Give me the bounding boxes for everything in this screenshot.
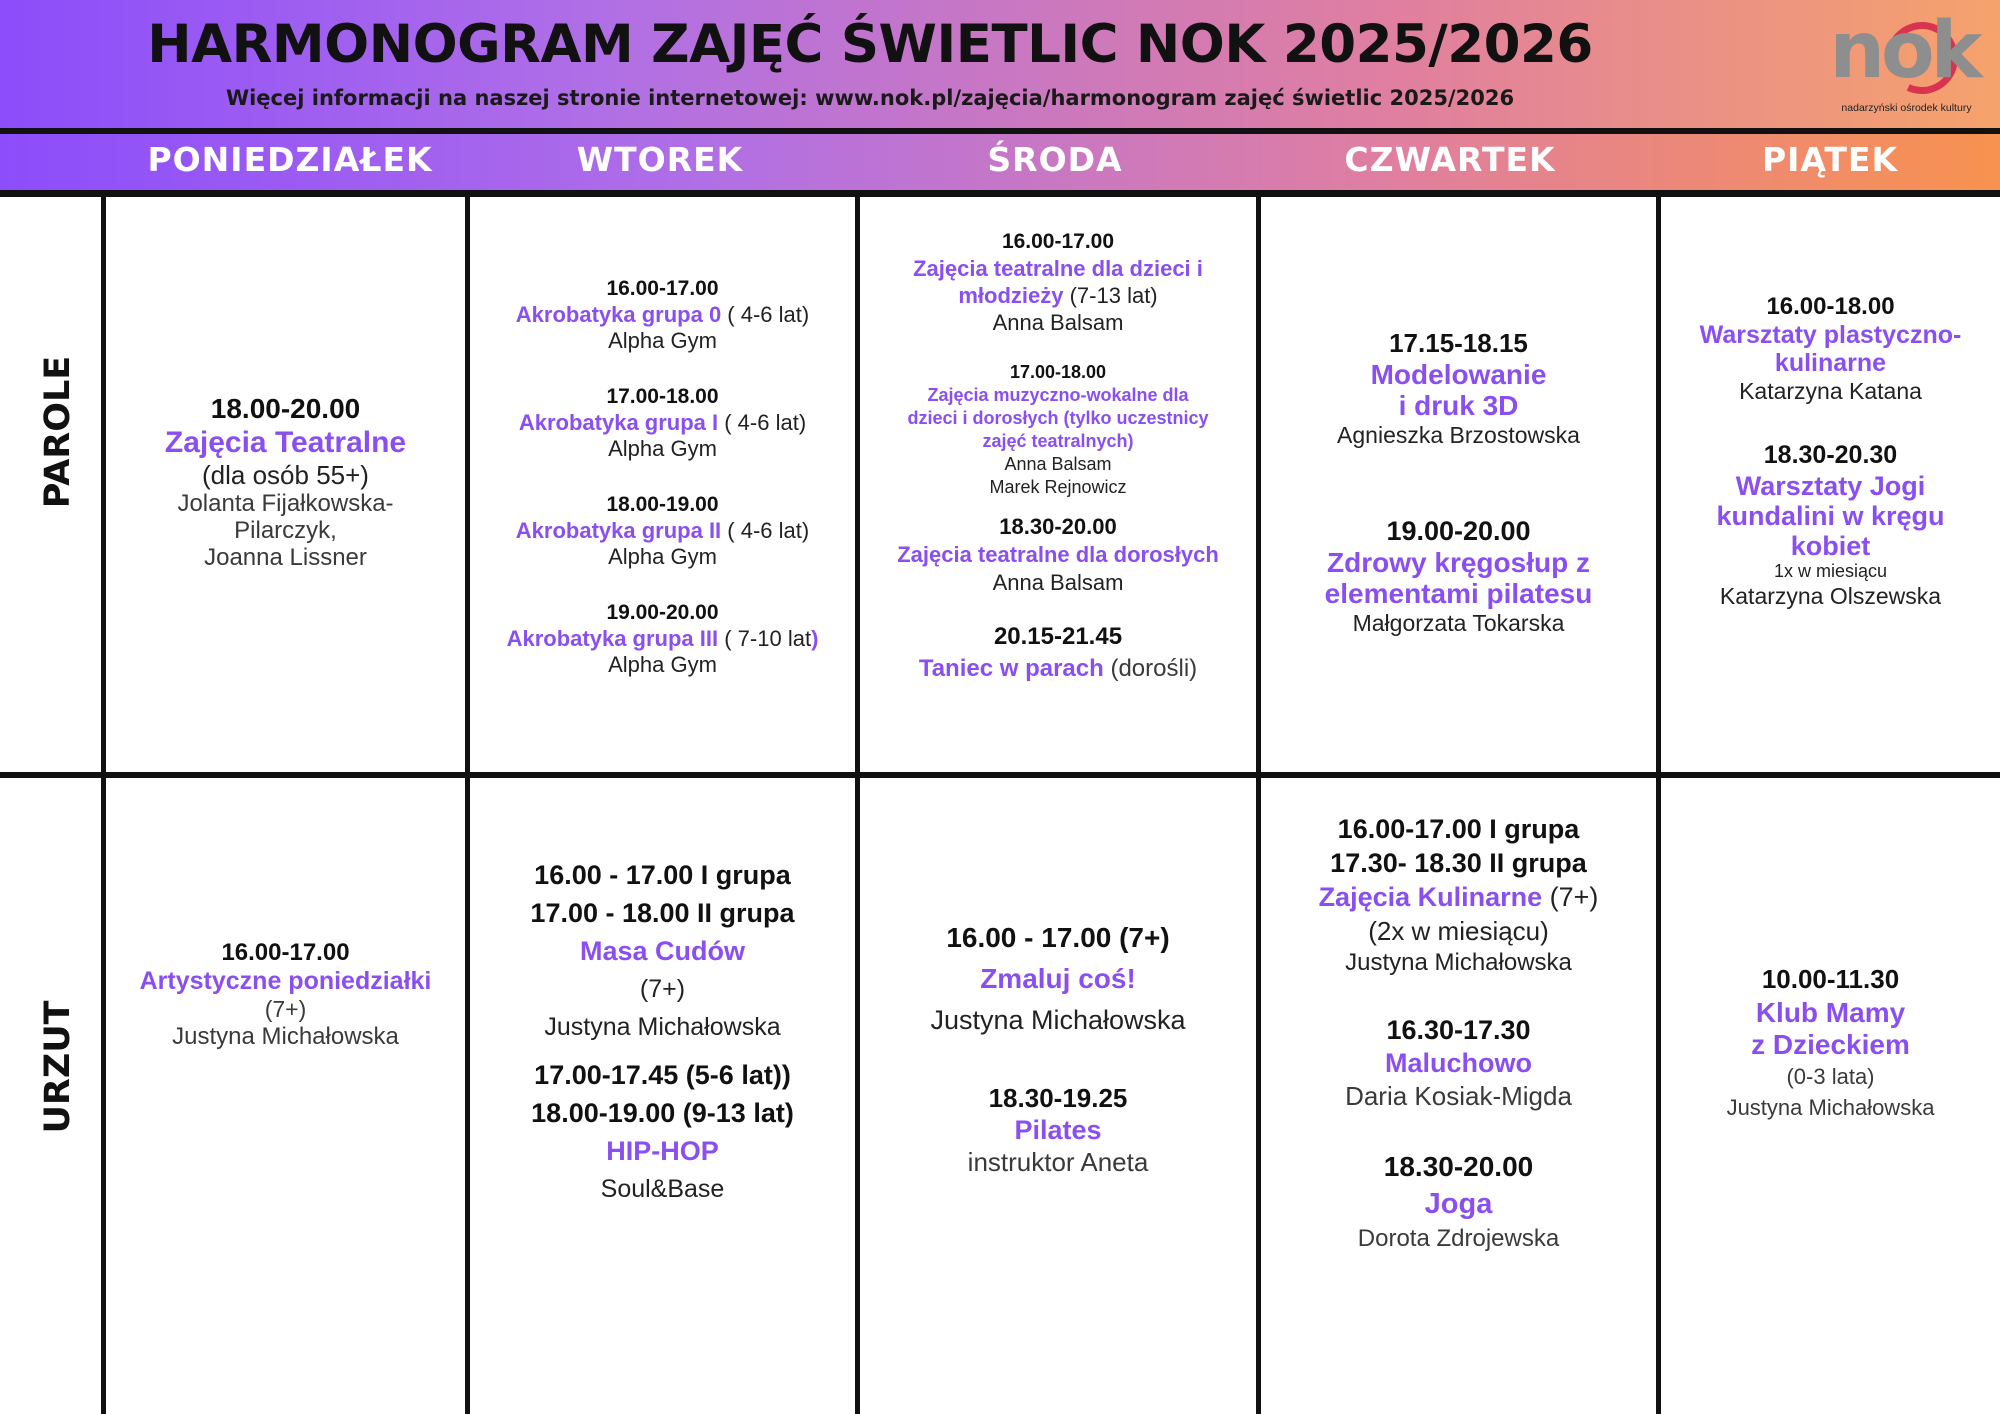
instructor-name: Justyna Michałowska [1345,949,1572,976]
time-label: 17.00 - 18.00 II grupa [530,898,795,928]
column-divider [101,195,106,1414]
time-label: 19.00-20.00 [1386,516,1531,546]
row-label-urzut: URZUT [38,1000,78,1134]
activity-name: Pilates [1014,1115,1102,1145]
urzut-friday-cell [1661,962,2000,1123]
instructor-name: Pilarczyk, [234,517,337,544]
time-label: 17.00-18.00 [606,385,719,408]
parole-tuesday-cell [470,276,855,678]
instructor-name: Marek Rejnowicz [989,477,1127,497]
instructor-name: Alpha Gym [608,328,717,353]
time-label: 18.30-19.25 [988,1083,1128,1113]
instructor-name: Daria Kosiak-Migda [1345,1081,1572,1111]
instructor-name: Anna Balsam [1004,454,1112,474]
activity-age-paren: ) [811,626,819,651]
activity-age: (7+) [264,996,307,1022]
activity-name: Klub Mamy [1755,997,1906,1028]
activity-note: (2x w miesiącu) [1368,916,1549,946]
time-label: 18.00-19.00 (9-13 lat) [531,1098,794,1128]
activity-name: kobiet [1790,531,1871,561]
parole-thursday-cell [1261,328,1656,637]
instructor-name: Małgorzata Tokarska [1352,610,1565,636]
instructor-name: Anna Balsam [992,310,1124,335]
time-label: 16.00-17.00 [606,277,719,300]
activity-note: (dla osób 55+) [202,460,369,490]
activity-age: ( 4-6 lat) [718,410,807,435]
time-label: 16.00-18.00 [1766,293,1895,320]
urzut-tuesday-cell [470,856,855,1208]
activity-name: Zajęcia teatralne dla dorosłych [897,542,1219,567]
instructor-name: Alpha Gym [608,652,717,677]
time-label: 18.00-19.00 [606,493,719,516]
time-label: 10.00-11.30 [1761,964,1900,994]
time-label: 17.30- 18.30 II grupa [1330,848,1587,878]
activity-name: kulinarne [1774,349,1887,377]
time-label: 16.30-17.30 [1386,1015,1531,1045]
activity-entry [860,361,1256,499]
activity-name: dzieci i dorosłych (tylko uczestnicy [907,408,1209,428]
activity-entry [1261,812,1656,978]
instructor-name: Alpha Gym [608,436,717,461]
activity-name: Zajęcia teatralne dla dzieci i [913,256,1203,281]
activity-age: (7-13 lat) [1063,283,1158,308]
instructor-name: Justyna Michałowska [172,1023,399,1050]
time-label: 17.00-17.45 (5-6 lat)) [534,1060,791,1090]
activity-name: Joga [1424,1188,1493,1220]
activity-entry [470,1056,855,1208]
activity-age: (7+) [1542,882,1599,912]
row-divider [0,772,2000,778]
time-label: 16.00-17.00 [1001,230,1115,253]
time-label: 18.30-20.00 [999,514,1117,539]
instructor-name: Katarzyna Olszewska [1719,583,1942,609]
urzut-monday-cell [106,938,465,1052]
time-label: 16.00-17.00 I grupa [1337,814,1580,844]
instructor-name: Justyna Michałowska [544,1013,781,1041]
instructor-name: Alpha Gym [608,544,717,569]
activity-name: Zajęcia Teatralne [164,426,407,459]
instructor-name: Anna Balsam [992,570,1124,595]
parole-wednesday-cell [860,229,1256,685]
instructor-name: Justyna Michałowska [1726,1095,1935,1120]
activity-age: ( 7-10 lat [718,626,812,651]
nok-logo [1824,6,1984,120]
activity-name: Taniec w parach [918,655,1104,682]
day-wednesday: ŚRODA [987,140,1123,179]
activity-entry [1661,292,2000,406]
instructor-name: Dorota Zdrojewska [1357,1225,1560,1252]
activity-entry [860,1082,1256,1178]
activity-name: Akrobatyka grupa 0 [515,302,722,327]
activity-age: ( 4-6 lat) [721,302,810,327]
activity-name: Zajęcia muzyczno-wokalne dla [927,385,1189,405]
activity-entry [470,492,855,570]
activity-entry [1261,516,1656,637]
activity-note: 1x w miesiącu [1773,561,1888,581]
activity-name: Warsztaty plastyczno- [1699,321,1962,349]
instructor-name: Agnieszka Brzostowska [1337,422,1580,448]
activity-note: (dorośli) [1103,655,1198,682]
activity-entry [1261,1149,1656,1255]
activity-name: HIP-HOP [606,1136,719,1166]
time-label: 17.15-18.15 [1389,328,1528,358]
activity-entry [1661,440,2000,611]
time-label: 20.15-21.45 [993,623,1123,650]
page-title: HARMONOGRAM ZAJĘĆ ŚWIETLIC NOK 2025/2026 [147,14,1593,75]
logo-wordmark: nok [1829,6,1979,96]
activity-name: i druk 3D [1398,390,1519,421]
activity-name: Akrobatyka grupa I [518,410,719,435]
activity-age: ( 4-6 lat) [721,518,810,543]
row-label-parole: PAROLE [38,355,78,509]
activity-entry [470,856,855,1046]
activity-name: Akrobatyka grupa II [515,518,722,543]
time-label: 16.00 - 17.00 (7+) [946,922,1170,953]
page-subtitle: Więcej informacji na naszej stronie internetowej: www.nok.pl/zajęcia/harmonogram zajęć świetlic 2025/2026 [225,86,1515,110]
activity-name: zajęć teatralnych) [982,431,1134,451]
day-friday: PIĄTEK [1761,140,1899,179]
days-divider [0,190,2000,197]
activity-entry [470,276,855,354]
activity-name: Zmaluj coś! [980,963,1136,994]
activity-name: Artystyczne poniedziałki [139,967,432,995]
activity-entry [860,513,1256,597]
header-divider [0,128,2000,134]
day-thursday: CZWARTEK [1344,140,1556,179]
logo-caption: nadarzyński ośrodek kultury [1841,102,1972,114]
time-label: 16.00 - 17.00 I grupa [534,860,791,890]
urzut-thursday-cell [1261,812,1656,1255]
instructor-name: Joanna Lissner [204,544,367,571]
day-tuesday: WTOREK [576,140,744,179]
time-label: 19.00-20.00 [606,601,719,624]
activity-name: Masa Cudów [579,936,746,966]
instructor-name: Justyna Michałowska [930,1005,1186,1035]
activity-entry [860,229,1256,336]
activity-name: kundalini w kręgu [1716,501,1945,531]
activity-entry [470,600,855,678]
instructor-name: Jolanta Fijałkowska- [177,490,394,517]
activity-age: (7+) [639,975,686,1003]
urzut-wednesday-cell [860,918,1256,1178]
activity-name: Maluchowo [1385,1048,1532,1078]
time-label: 18.00-20.00 [210,393,361,424]
activity-name: Warsztaty Jogi [1735,471,1926,501]
instructor-name: Katarzyna Katana [1739,378,1922,404]
activity-entry [1261,1014,1656,1113]
instructor-name: instruktor Aneta [967,1147,1149,1177]
activity-name: Zajęcia Kulinarne [1318,882,1543,912]
time-label: 18.30-20.00 [1383,1151,1534,1182]
time-label: 16.00-17.00 [221,939,350,966]
activity-name: elementami pilatesu [1324,578,1593,609]
day-monday: PONIEDZIAŁEK [147,140,433,179]
activity-entry [860,918,1256,1040]
activity-name: Akrobatyka grupa III [506,626,719,651]
parole-monday-cell [106,392,465,571]
parole-friday-cell [1661,292,2000,611]
activity-name: z Dzieckiem [1751,1029,1910,1060]
activity-age: (0-3 lata) [1786,1064,1875,1089]
activity-name: młodzieży [958,283,1064,308]
time-label: 18.30-20.30 [1763,441,1898,469]
time-label: 17.00-18.00 [1009,362,1107,382]
instructor-name: Soul&Base [600,1175,725,1203]
activity-name: Zdrowy kręgosłup z [1327,547,1590,578]
activity-entry [1261,328,1656,449]
activity-entry [860,621,1256,685]
activity-name: Modelowanie [1370,359,1547,390]
activity-entry [470,384,855,462]
